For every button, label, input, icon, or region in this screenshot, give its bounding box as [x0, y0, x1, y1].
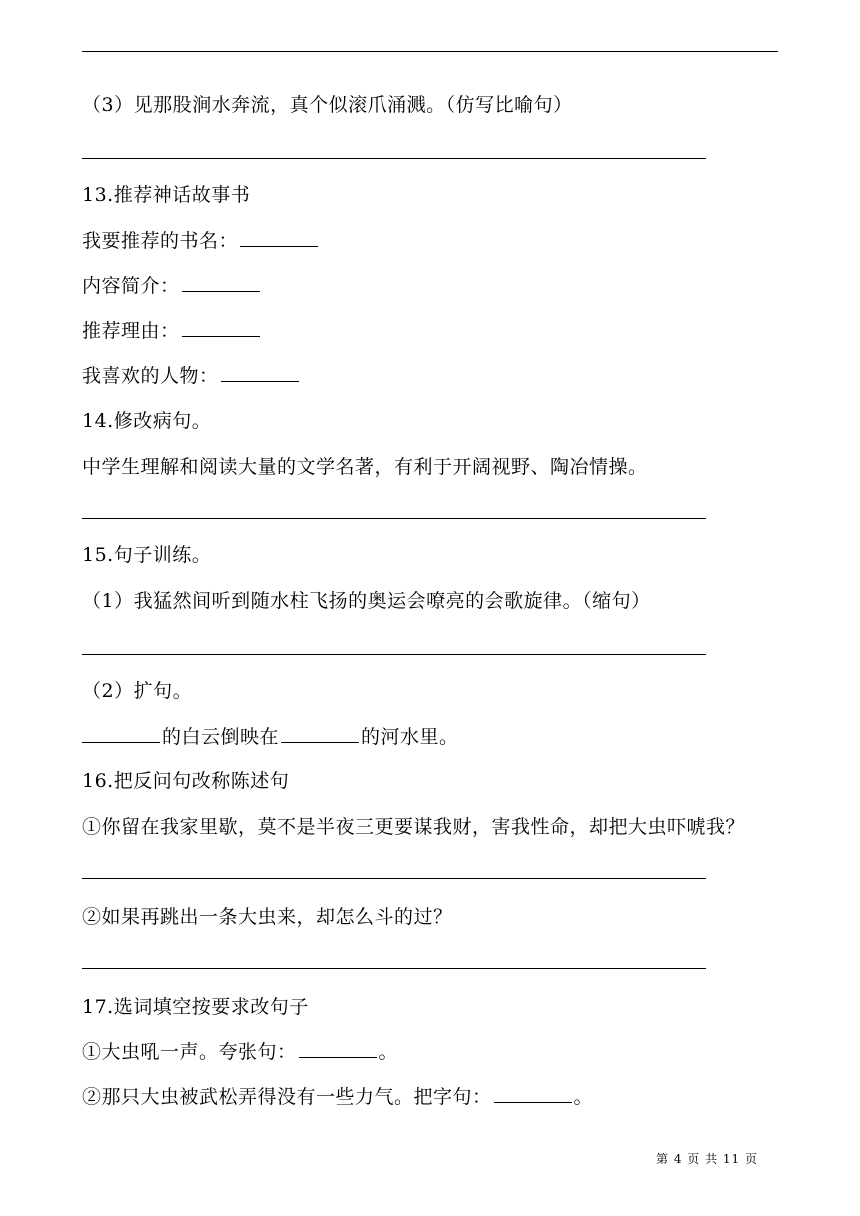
q17-1-row: [82, 1039, 398, 1065]
blank-reason[interactable]: [182, 318, 260, 337]
answer-line-q15-1[interactable]: [82, 654, 706, 655]
q13-character-row: [82, 363, 301, 389]
q13-reason-label: 推荐理由：: [82, 320, 180, 342]
q12-3-text: （3）见那股涧水奔流，真个似滚爪涌溅。（仿写比喻句）: [82, 94, 573, 116]
answer-line-q16-2[interactable]: [82, 968, 706, 969]
q17-2-label: ②那只大虫被武松弄得没有一些力气。把字句：: [82, 1086, 492, 1108]
answer-line-q16-1[interactable]: [82, 878, 706, 879]
q13-reason-row: [82, 318, 262, 344]
q15-2-part-b: 的河水里。: [361, 726, 459, 748]
q16-1-text: ①你留在我家里歇，莫不是半夜三更要谋我财，害我性命，却把大虫吓唬我？: [82, 816, 746, 838]
q15-2-row: [82, 724, 459, 750]
q13-title: 13.推荐神话故事书: [82, 184, 251, 206]
q14-sentence: 中学生理解和阅读大量的文学名著，有利于开阔视野、陶冶情操。: [82, 456, 648, 478]
blank-river[interactable]: [281, 724, 359, 743]
page-footer: 第 4 页 共 11 页: [656, 1152, 758, 1166]
q16-2-text: ②如果再跳出一条大虫来，却怎么斗的过？: [82, 906, 453, 928]
blank-cloud[interactable]: [82, 724, 160, 743]
q17-1-end: 。: [378, 1041, 399, 1063]
blank-book-name[interactable]: [240, 228, 318, 247]
blank-summary[interactable]: [182, 273, 260, 292]
q17-1-label: ①大虫吼一声。夸张句：: [82, 1041, 297, 1063]
blank-ba-sentence[interactable]: [494, 1084, 572, 1103]
q17-2-end: 。: [573, 1086, 594, 1108]
answer-line-q14[interactable]: [82, 518, 706, 519]
q15-2-text: （2）扩句。: [82, 680, 193, 702]
q15-1-text: （1）我猛然间听到随水柱飞扬的奥运会嘹亮的会歌旋律。（缩句）: [82, 590, 651, 612]
q17-title: 17.选词填空按要求改句子: [82, 996, 309, 1018]
q13-summary-row: [82, 273, 262, 299]
header-rule: [82, 51, 778, 52]
q13-summary-label: 内容简介：: [82, 275, 180, 297]
q16-title: 16.把反问句改称陈述句: [82, 770, 290, 792]
q17-2-row: [82, 1084, 593, 1110]
blank-exaggeration[interactable]: [299, 1039, 377, 1058]
q13-character-label: 我喜欢的人物：: [82, 365, 219, 387]
q15-title: 15.句子训练。: [82, 544, 212, 566]
q14-title: 14.修改病句。: [82, 410, 212, 432]
blank-character[interactable]: [221, 363, 299, 382]
q13-book-row: [82, 228, 320, 254]
q15-2-part-a: 的白云倒映在: [162, 726, 280, 748]
answer-line-q12-3[interactable]: [82, 158, 706, 159]
q13-book-label: 我要推荐的书名：: [82, 230, 239, 252]
